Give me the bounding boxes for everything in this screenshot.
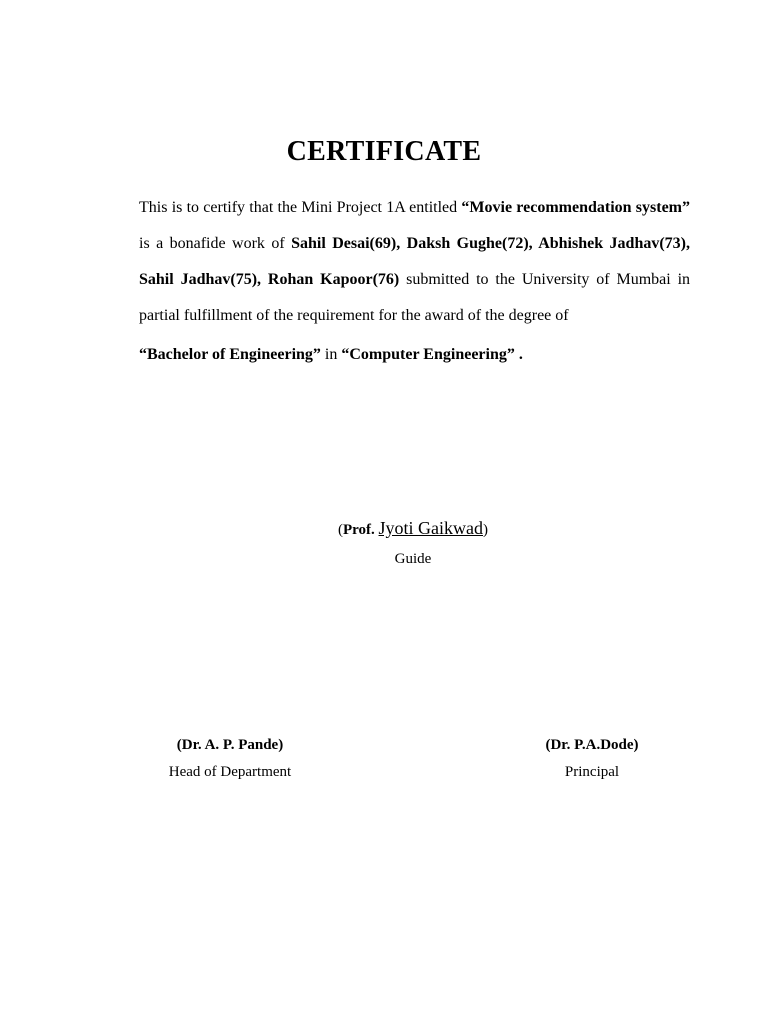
body-tail: submitted to the University of Mumbai in partial fulfillment of the requirement for the award of the degree of xyxy=(139,271,691,324)
hod-name: (Dr. A. P. Pande) xyxy=(176,737,284,753)
guide-open-paren: ( xyxy=(337,522,343,538)
department-name: “Computer Engineering” . xyxy=(341,346,523,363)
degree-line xyxy=(139,337,690,373)
student-names: Sahil Desai(69), Daksh Gughe(72), Abhishek Jadhav(73), Sahil Jadhav(75), Rohan Kapoor(76) xyxy=(139,235,690,288)
certificate-title: CERTIFICATE xyxy=(286,136,482,167)
in-word: in xyxy=(320,346,342,363)
project-title: “Movie recommendation system” xyxy=(461,199,690,216)
body-intro: This is to certify that the Mini Project 1A entitled xyxy=(139,199,462,216)
principal-name: (Dr. P.A.Dode) xyxy=(545,737,639,753)
guide-close-paren: ) xyxy=(483,522,489,538)
degree-name: “Bachelor of Engineering” xyxy=(139,346,321,363)
guide-signature xyxy=(258,518,568,539)
principal-role: Principal xyxy=(564,764,620,780)
guide-prefix: Prof. xyxy=(342,522,375,538)
body-mid: is a bonafide work of xyxy=(139,235,292,252)
hod-role: Head of Department xyxy=(168,764,292,780)
certificate-body xyxy=(139,190,690,334)
guide-role: Guide xyxy=(394,551,432,567)
guide-name: Jyoti Gaikwad xyxy=(378,518,484,538)
